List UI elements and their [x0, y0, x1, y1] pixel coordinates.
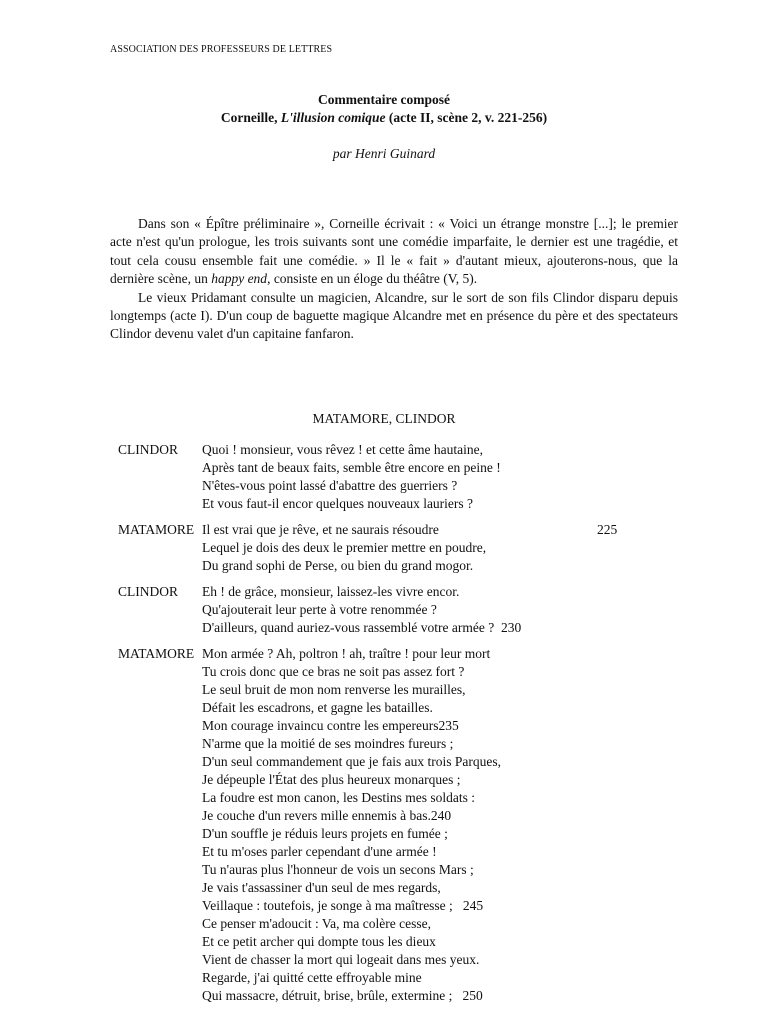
intro-paragraph-2: Le vieux Pridamant consulte un magicien, Alcandre, sur le sort de son fils Clindor disparu depuis longtemps (acte I). D'un coup de baguette magique Alcandre met en présence du père et des spectateurs Clindor devenu valet d'un capitaine fanfaron.: [110, 289, 678, 342]
verse-text: N'arme que la moitié de ses moindres fureurs ;: [202, 736, 454, 751]
title-block: [0, 91, 768, 127]
verse-line: [202, 897, 678, 915]
verse-line: [202, 459, 678, 477]
verse-line: [202, 987, 678, 1005]
verse-lines: [202, 521, 678, 575]
speaker-name: MATAMORE: [118, 646, 195, 661]
intro-p1-emphasis: happy end: [211, 271, 268, 287]
verse-text: D'un souffle je réduis leurs projets en fumée ;: [202, 826, 448, 841]
speech: [118, 645, 678, 1005]
verse-lines: [202, 583, 678, 637]
speech-row: [118, 583, 678, 637]
introduction: [110, 215, 678, 344]
speaker-name: CLINDOR: [118, 442, 178, 457]
intro-p1-text-end: , consiste en un éloge du théâtre (V, 5).: [267, 271, 478, 287]
verse-text: D'un seul commandement que je fais aux trois Parques,: [202, 754, 501, 769]
verse-line: [202, 753, 678, 771]
verse-line: [202, 601, 678, 619]
verse-line: [202, 619, 678, 637]
verse-line: [202, 495, 678, 513]
verse-line: [202, 699, 678, 717]
verse-lines: [202, 441, 678, 513]
verse-text: Je dépeuple l'État des plus heureux monarques ;: [202, 772, 461, 787]
speech-row: [118, 441, 678, 513]
intro-p1-text: Dans son « Épître préliminaire », Corneille écrivait : « Voici un étrange monstre [...]; le premier acte n'est qu'un prologue, les trois suivants sont une comédie imparfaite, le dernier est une tragédie, et tout cela cousu ensemble fait une comédie. » Il le « fait » d'autant mieux, ajouterons-nous, que la dernière scène, un: [110, 216, 678, 287]
verse-text: D'ailleurs, quand auriez-vous rassemblé votre armée ? 230: [202, 620, 522, 635]
subtitle-reference: (acte II, scène 2, v. 221-256): [385, 110, 548, 125]
speech: [118, 441, 678, 513]
verse-line: [202, 477, 678, 495]
verse-line: [202, 717, 678, 735]
verse-text: Le seul bruit de mon nom renverse les murailles,: [202, 682, 466, 697]
speech: [118, 521, 678, 575]
verse-text: Regarde, j'ai quitté cette effroyable mine: [202, 970, 422, 985]
verse-line: [202, 861, 678, 879]
verse-line: [202, 583, 678, 601]
speech-row: [118, 521, 678, 575]
verse-text: Après tant de beaux faits, semble être encore en peine !: [202, 460, 501, 475]
verse-text: Qu'ajouterait leur perte à votre renommée ?: [202, 602, 437, 617]
verse-text: Veillaque : toutefois, je songe à ma maîtresse ; 245: [202, 898, 484, 913]
document-subtitle: [0, 109, 768, 127]
verse-line: [202, 807, 678, 825]
verse-line: [202, 663, 678, 681]
verse-text: Qui massacre, détruit, brise, brûle, extermine ; 250: [202, 988, 483, 1003]
verse-line: [202, 825, 678, 843]
scene-heading: MATAMORE, CLINDOR: [312, 411, 456, 426]
verse-text: Lequel je dois des deux le premier mettre en poudre,: [202, 540, 487, 555]
verse-text: Et vous faut-il encor quelques nouveaux lauriers ?: [202, 496, 474, 511]
verse-dialogue: [118, 441, 678, 1013]
verse-line: [202, 557, 678, 575]
verse-line: [202, 789, 678, 807]
verse-text: Vient de chasser la mort qui logeait dans mes yeux.: [202, 952, 480, 967]
verse-text: Défait les escadrons, et gagne les batailles.: [202, 700, 433, 715]
intro-paragraph-1: [110, 215, 678, 289]
verse-text: Tu n'auras plus l'honneur de vois un secons Mars ;: [202, 862, 474, 877]
verse-text: Du grand sophi de Perse, ou bien du grand mogor.: [202, 558, 474, 573]
verse-line: [202, 951, 678, 969]
verse-line: [202, 969, 678, 987]
verse-line: [202, 645, 678, 663]
verse-line: [202, 521, 678, 539]
verse-text: Je couche d'un revers mille ennemis à bas.240: [202, 808, 452, 823]
speech: [118, 583, 678, 637]
verse-text: Ce penser m'adoucit : Va, ma colère cesse,: [202, 916, 431, 931]
verse-line: [202, 933, 678, 951]
verse-line: [202, 843, 678, 861]
verse-line: [202, 539, 678, 557]
verse-text: Je vais t'assassiner d'un seul de mes regards,: [202, 880, 441, 895]
verse-line: [202, 735, 678, 753]
running-header: ASSOCIATION DES PROFESSEURS DE LETTRES: [110, 44, 333, 55]
verse-lines: [202, 645, 678, 1005]
verse-text: Il est vrai que je rêve, et ne saurais résoudre: [202, 522, 439, 537]
subtitle-work: L'illusion comique: [280, 110, 386, 125]
verse-text: Et tu m'oses parler cependant d'une armée !: [202, 844, 437, 859]
verse-text: Mon armée ? Ah, poltron ! ah, traître ! pour leur mort: [202, 646, 491, 661]
verse-line: [202, 441, 678, 459]
speaker-name: MATAMORE: [118, 522, 195, 537]
verse-line: [202, 771, 678, 789]
verse-text: Tu crois donc que ce bras ne soit pas assez fort ?: [202, 664, 465, 679]
verse-text: Et ce petit archer qui dompte tous les dieux: [202, 934, 436, 949]
verse-number: 225: [597, 522, 618, 537]
verse-text: Eh ! de grâce, monsieur, laissez-les vivre encor.: [202, 584, 460, 599]
speech-row: [118, 645, 678, 1005]
subtitle-author: Corneille,: [220, 110, 281, 125]
document-title: Commentaire composé: [317, 92, 451, 107]
verse-text: N'êtes-vous point lassé d'abattre des guerriers ?: [202, 478, 458, 493]
byline: par Henri Guinard: [332, 146, 436, 161]
verse-text: Mon courage invaincu contre les empereurs235: [202, 718, 459, 733]
verse-line: [202, 681, 678, 699]
verse-text: Quoi ! monsieur, vous rêvez ! et cette âme hautaine,: [202, 442, 483, 457]
verse-line: [202, 879, 678, 897]
verse-line: [202, 915, 678, 933]
verse-text: La foudre est mon canon, les Destins mes soldats :: [202, 790, 475, 805]
speaker-name: CLINDOR: [118, 584, 178, 599]
